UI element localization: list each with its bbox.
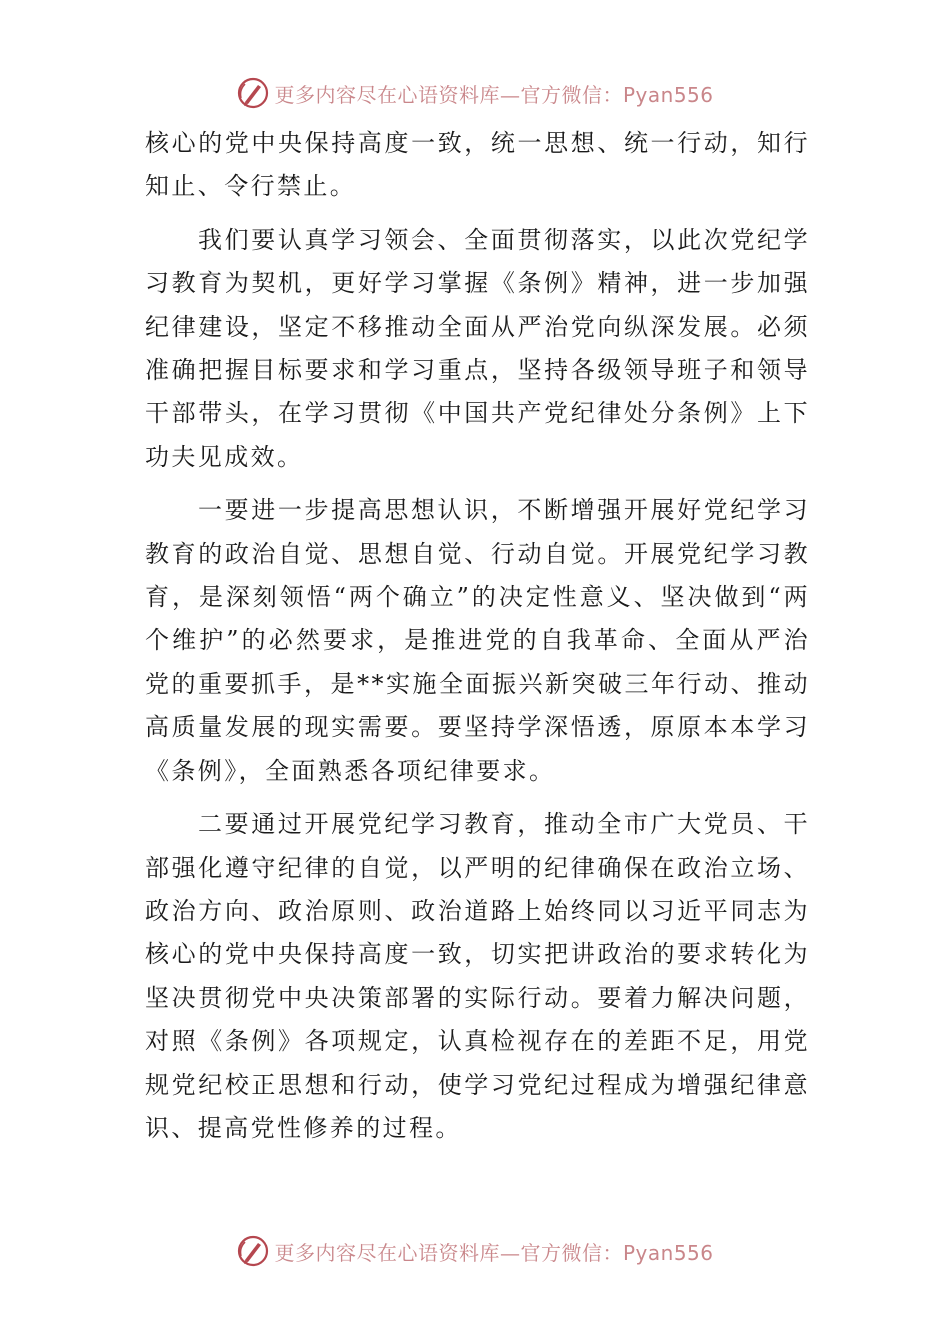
paragraph: 我们要认真学习领会、全面贯彻落实，以此次党纪学习教育为契机，更好学习掌握《条例》精神，进一步加强纪律建设，坚定不移推动全面从严治党向纵深发展。必须准确把握目标要求和学习重点，坚持各级领导班子和领导干部带头，在学习贯彻《中国共产党纪律处分条例》上下功夫见成效。 [145,225,810,471]
paragraph: 二要通过开展党纪学习教育，推动全市广大党员、干部强化遵守纪律的自觉，以严明的纪律确保在政治立场、政治方向、政治原则、政治道路上始终同以习近平同志为核心的党中央保持高度一致，切实把讲政治的要求转化为坚决贯彻党中央决策部署的实际行动。要着力解决问题，对照《条例》各项规定，认真检视存在的差距不足，用党规党纪校正思想和行动，使学习党纪过程成为增强纪律意识、提高党性修养的过程。 [145,810,810,1142]
footer-banner [0,1231,950,1271]
pen-circle-logo-icon [236,1234,270,1268]
banner-title: 更多内容尽在心语资料库—官方微信： [274,82,623,107]
paragraph-continuation: 核心的党中央保持高度一致，统一思想、统一行动，知行知止、令行禁止。 [145,129,810,201]
banner-text [274,79,713,108]
document-body [145,122,810,1150]
banner-title: 更多内容尽在心语资料库—官方微信： [274,1240,623,1265]
wechat-id: Pyan556 [622,1240,714,1265]
pen-circle-logo-icon [236,76,270,110]
paragraph: 一要进一步提高思想认识，不断增强开展好党纪学习教育的政治自觉、思想自觉、行动自觉。开展党纪学习教育，是深刻领悟“两个确立”的决定性意义、坚决做到“两个维护”的必然要求，是推进党的自我革命、全面从严治党的重要抓手，是**实施全面振兴新突破三年行动、推动高质量发展的现实需要。要坚持学深悟透，原原本本学习《条例》，全面熟悉各项纪律要求。 [145,496,810,785]
banner-text [274,1237,713,1266]
wechat-id: Pyan556 [622,82,714,107]
header-banner [0,73,950,113]
